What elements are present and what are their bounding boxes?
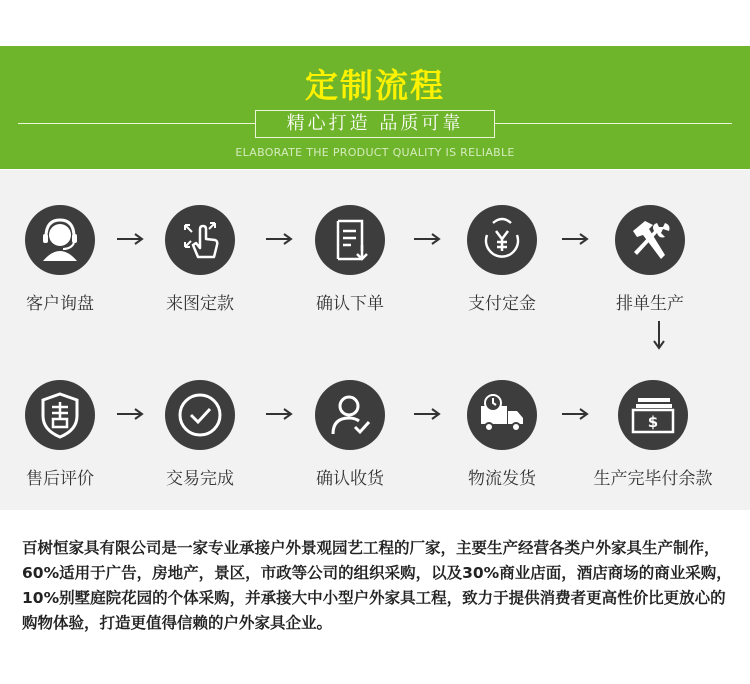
step-label: 排单生产: [616, 294, 684, 314]
step-label: 支付定金: [468, 294, 536, 314]
arrow-right-icon: [561, 232, 589, 246]
svg-text:$: $: [647, 413, 659, 431]
step-design-drawing: [140, 205, 260, 314]
page-title: 定制流程: [305, 66, 445, 105]
arrow-down-icon: [652, 320, 666, 350]
step-pay-deposit: [442, 205, 562, 314]
step-schedule-production: [590, 205, 710, 314]
arrow-right-icon: [413, 232, 441, 246]
delivery-truck-icon: [467, 380, 537, 450]
hammer-wrench-icon: [615, 205, 685, 275]
customer-service-icon: [25, 205, 95, 275]
step-customer-inquiry: [0, 205, 120, 314]
step-label: 售后评价: [26, 469, 94, 489]
page-subtitle: 精心打造 品质可靠: [255, 110, 495, 138]
step-logistics-shipping: [442, 380, 562, 489]
step-label: 确认下单: [316, 294, 384, 314]
subtitle-rule-right: [495, 123, 732, 124]
subtitle-rule-left: [18, 123, 255, 124]
english-tagline: ELABORATE THE PRODUCT QUALITY IS RELIABLE: [235, 146, 515, 159]
check-circle-icon: [165, 380, 235, 450]
company-description: 百树恒家具有限公司是一家专业承接户外景观园艺工程的厂家，主要生产经营各类户外家具生产制作，60%适用于广告，房地产，景区，市政等公司的组织采购，以及30%商业店面，酒店商场的商业采购，10%别墅庭院花园的个体采购，并承接大中小型户外家具工程，致力于提供消费者更高性价比更放心的购物体验，打造更值得信赖的户外家具企业。: [22, 539, 732, 632]
step-label: 交易完成: [166, 469, 234, 489]
step-label: 生产完毕付余款: [593, 469, 713, 489]
step-confirm-order: [290, 205, 410, 314]
arrow-right-icon: [116, 232, 144, 246]
arrow-right-icon: [116, 407, 144, 421]
step-transaction-complete: [140, 380, 260, 489]
step-label: 来图定款: [166, 294, 234, 314]
arrow-right-icon: [265, 232, 293, 246]
process-flow: [0, 170, 750, 510]
arrow-right-icon: [265, 407, 293, 421]
step-label: 客户询盘: [26, 294, 94, 314]
order-document-icon: [315, 205, 385, 275]
touch-hand-icon: [165, 205, 235, 275]
step-label: 物流发货: [468, 469, 536, 489]
cash-payment-icon: [618, 380, 688, 450]
yen-coin-icon: [467, 205, 537, 275]
arrow-right-icon: [561, 407, 589, 421]
user-check-icon: [315, 380, 385, 450]
header-banner: [0, 46, 750, 169]
step-confirm-receipt: [290, 380, 410, 489]
arrow-right-icon: [413, 407, 441, 421]
shield-service-icon: [25, 380, 95, 450]
step-label: 确认收货: [316, 469, 384, 489]
step-after-sales-review: [0, 380, 120, 489]
step-final-payment: [583, 380, 723, 489]
